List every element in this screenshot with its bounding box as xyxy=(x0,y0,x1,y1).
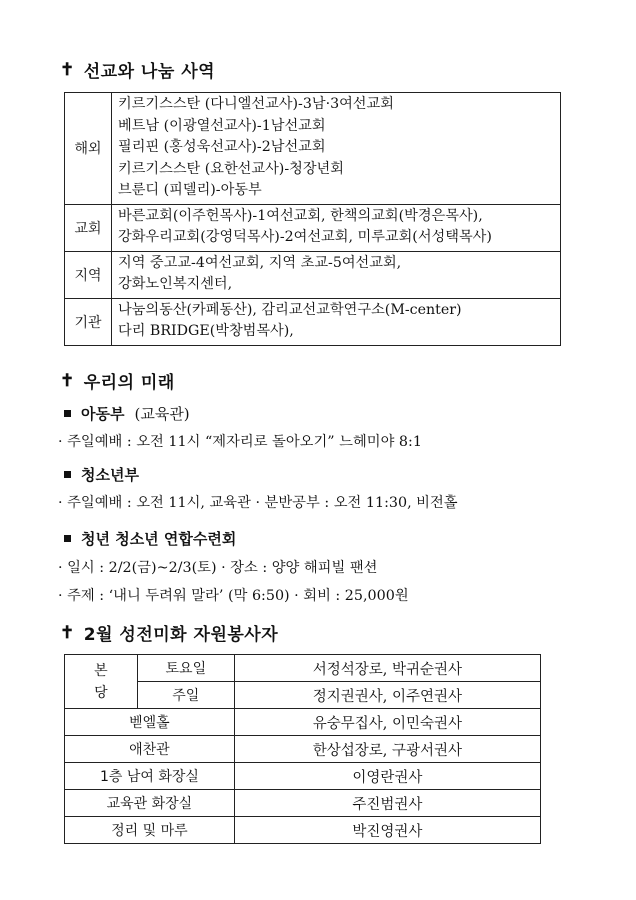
retreat-date-line: · 일시 : 2/2(금)~2/3(토) · 장소 : 양양 해피빌 팬션 xyxy=(58,560,378,576)
mission-line: 키르기스스탄 (요한선교사)-청장년회 xyxy=(118,160,344,177)
mission-table xyxy=(64,92,561,346)
category-cell: 기관 xyxy=(65,298,112,345)
mission-line: 브룬디 (피델리)-아동부 xyxy=(118,182,262,198)
mission-line: 바른교회(이주헌목사)-1여선교회, 한책의교회(박경은목사), xyxy=(118,207,483,224)
names-cell: 정지권권사, 이주연권사 xyxy=(234,682,540,709)
lines-cell xyxy=(112,204,561,251)
mission-heading xyxy=(60,57,215,82)
mission-line: 지역 중고교-4여선교회, 지역 초교-5여선교회, xyxy=(118,254,402,271)
place-cell: 토요일 xyxy=(137,655,234,682)
mission-row-region xyxy=(65,251,561,298)
volunteer-row xyxy=(65,709,541,736)
place-cell: 1층 남여 화장실 xyxy=(65,763,235,790)
place-cell: 애찬관 xyxy=(65,736,235,763)
category-cell: 지역 xyxy=(65,251,112,298)
names-cell: 한상섭장로, 구광서권사 xyxy=(234,736,540,763)
retreat-subheading xyxy=(64,528,236,549)
mission-line: 강화우리교회(강영덕목사)-2여선교회, 미루교회(서성택목사) xyxy=(118,229,492,245)
square-bullet-icon xyxy=(64,471,71,478)
volunteer-row xyxy=(65,736,541,763)
lines-cell xyxy=(112,298,561,345)
cross-icon: ✝ xyxy=(60,59,75,80)
cross-icon: ✝ xyxy=(60,622,75,643)
names-cell: 유숭무집사, 이민숙권사 xyxy=(234,709,540,736)
names-cell: 서정석장로, 박귀순권사 xyxy=(234,655,540,682)
lines-cell xyxy=(112,251,561,298)
place-cell: 정리 및 마루 xyxy=(65,817,235,844)
volunteer-row xyxy=(65,817,541,844)
mission-line: 다리 BRIDGE(박창범목사), xyxy=(118,323,294,339)
mission-line: 나눔의동산(카페동산), 감리교선교학연구소(M-center) xyxy=(118,301,462,318)
children-subtitle: (교육관) xyxy=(134,405,190,423)
volunteer-row xyxy=(65,790,541,817)
mission-line: 키르기스스탄 (다니엘선교사)-3남·3여선교회 xyxy=(118,96,394,112)
volunteer-row xyxy=(65,655,541,682)
names-cell: 박진영권사 xyxy=(234,817,540,844)
place-cell: 교육관 화장실 xyxy=(65,790,235,817)
bondang-cell: 본 당 xyxy=(65,655,138,709)
volunteers-table xyxy=(64,654,541,844)
mission-heading-text: 선교와 나눔 사역 xyxy=(83,62,216,82)
retreat-theme-line: · 주제 : ‘내니 두려워 말라’ (막 6:50) · 회비 : 25,000원 xyxy=(58,588,409,604)
mission-line: 필리핀 (홍성욱선교사)-2남선교회 xyxy=(118,139,326,155)
future-heading xyxy=(60,368,175,393)
future-heading-text: 우리의 미래 xyxy=(83,373,175,393)
mission-row-church xyxy=(65,204,561,251)
youth-title: 청소년부 xyxy=(81,466,139,484)
lines-cell xyxy=(112,93,561,205)
mission-row-overseas xyxy=(65,93,561,205)
mission-row-institution xyxy=(65,298,561,345)
names-cell: 주진범권사 xyxy=(234,790,540,817)
youth-subheading xyxy=(64,464,139,485)
children-subheading xyxy=(64,403,190,424)
names-cell: 이영란권사 xyxy=(234,763,540,790)
square-bullet-icon xyxy=(64,410,71,417)
category-cell: 교회 xyxy=(65,204,112,251)
category-cell: 해외 xyxy=(65,93,112,205)
retreat-title: 청년 청소년 연합수련회 xyxy=(81,530,237,548)
place-cell: 벧엘홀 xyxy=(65,709,235,736)
children-title: 아동부 xyxy=(81,405,125,423)
youth-worship-line: · 주일예배 : 오전 11시, 교육관 · 분반공부 : 오전 11:30, 비전홀 xyxy=(58,495,458,511)
volunteers-heading-text: 2월 성전미화 자원봉사자 xyxy=(83,625,279,645)
place-cell: 주일 xyxy=(137,682,234,709)
cross-icon: ✝ xyxy=(60,370,75,391)
mission-line: 강화노인복지센터, xyxy=(118,276,233,292)
square-bullet-icon xyxy=(64,535,71,542)
mission-line: 베트남 (이광열선교사)-1남선교회 xyxy=(118,117,326,134)
volunteers-heading xyxy=(60,620,278,645)
children-worship-line: · 주일예배 : 오전 11시 “제자리로 돌아오기” 느헤미야 8:1 xyxy=(58,434,422,450)
volunteer-row xyxy=(65,763,541,790)
